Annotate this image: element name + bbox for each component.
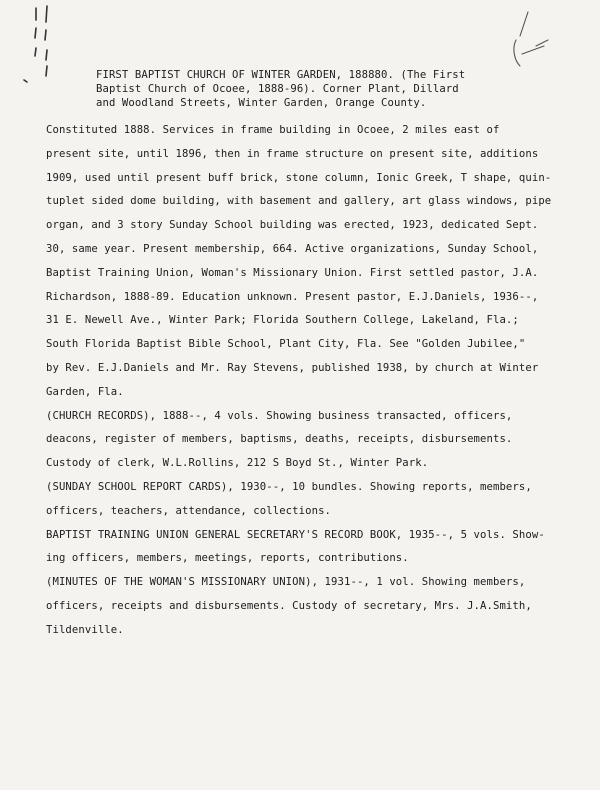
- body-line: 31 E. Newell Ave., Winter Park; Florida Southern College, Lakeland, Fla.;: [46, 314, 519, 327]
- body-line: organ, and 3 story Sunday School building was erected, 1923, dedicated Sept.: [46, 219, 539, 232]
- body-line: Garden, Fla.: [46, 385, 124, 398]
- body-line: by Rev. E.J.Daniels and Mr. Ray Stevens, published 1938, by church at Winter: [46, 361, 539, 374]
- body-line: 30, same year. Present membership, 664. Active organizations, Sunday School,: [46, 242, 539, 255]
- body-line: Richardson, 1888-89. Education unknown. Present pastor, E.J.Daniels, 1936--,: [46, 290, 539, 303]
- margin-mark-8: [24, 80, 27, 82]
- margin-mark-3: [35, 28, 36, 38]
- body-line: deacons, register of members, baptisms, deaths, receipts, disbursements.: [46, 433, 513, 446]
- pencil-mark-top-right: [514, 12, 548, 66]
- margin-mark-7: [46, 66, 47, 76]
- body-line: (SUNDAY SCHOOL REPORT CARDS), 1930--, 10 bundles. Showing reports, members,: [46, 480, 532, 493]
- document-body: [46, 119, 566, 643]
- document-heading: [96, 68, 566, 110]
- margin-mark-4: [45, 30, 46, 40]
- body-line: 1909, used until present buff brick, stone column, Ionic Greek, T shape, quin-: [46, 171, 552, 184]
- body-line: Baptist Training Union, Woman's Missionary Union. First settled pastor, J.A.: [46, 266, 539, 279]
- body-line: Custody of clerk, W.L.Rollins, 212 S Boyd St., Winter Park.: [46, 457, 429, 470]
- margin-mark-2: [46, 6, 47, 22]
- margin-mark-5: [35, 48, 36, 56]
- body-line: officers, teachers, attendance, collections.: [46, 504, 332, 517]
- body-line: BAPTIST TRAINING UNION GENERAL SECRETARY'S RECORD BOOK, 1935--, 5 vols. Show-: [46, 528, 545, 541]
- margin-mark-6: [46, 50, 47, 60]
- heading-line: and Woodland Streets, Winter Garden, Orange County.: [96, 97, 427, 109]
- body-line: tuplet sided dome building, with basement and gallery, art glass windows, pipe: [46, 195, 552, 208]
- heading-line: Baptist Church of Ocoee, 1888-96). Corner Plant, Dillard: [96, 83, 459, 95]
- body-line: ing officers, members, meetings, reports, contributions.: [46, 552, 409, 565]
- body-line: present site, until 1896, then in frame structure on present site, additions: [46, 147, 539, 160]
- body-line: (MINUTES OF THE WOMAN'S MISSIONARY UNION), 1931--, 1 vol. Showing members,: [46, 576, 526, 589]
- body-line: Tildenville.: [46, 623, 124, 636]
- body-line: Constituted 1888. Services in frame building in Ocoee, 2 miles east of: [46, 124, 500, 136]
- heading-line: FIRST BAPTIST CHURCH OF WINTER GARDEN, 188880. (The First: [96, 69, 466, 81]
- body-line: South Florida Baptist Bible School, Plant City, Fla. See "Golden Jubilee,": [46, 338, 526, 351]
- body-line: (CHURCH RECORDS), 1888--, 4 vols. Showing business transacted, officers,: [46, 409, 513, 422]
- body-line: officers, receipts and disbursements. Custody of secretary, Mrs. J.A.Smith,: [46, 599, 532, 612]
